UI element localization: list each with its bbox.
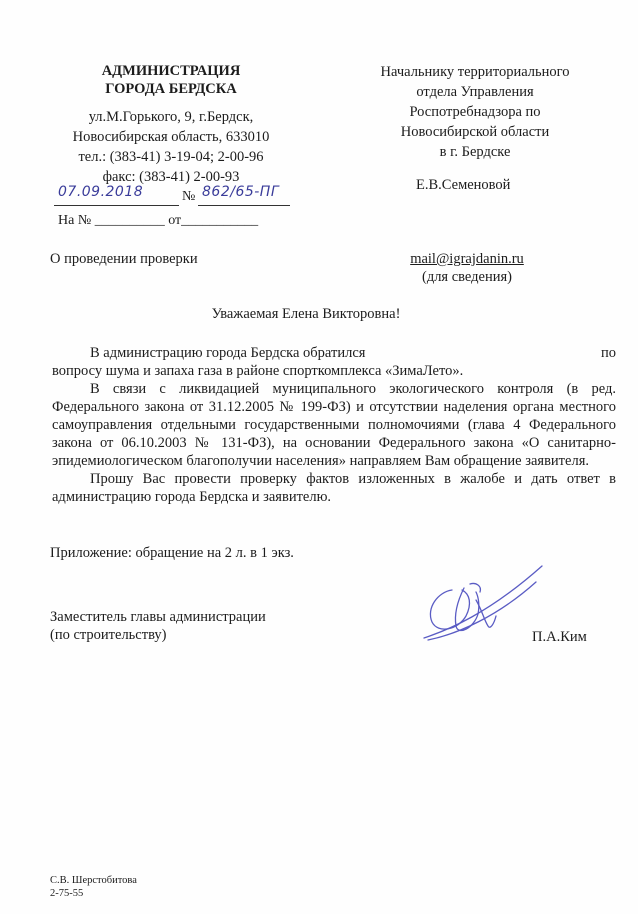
recipient-line4: Новосибирской области: [400, 124, 550, 140]
signatory-position: [50, 608, 266, 644]
body-p2: В связи с ликвидацией муниципального экологического контроля (в ред. Федерального закона от 31.12.2005 № 199-ФЗ) и отсутствии наделения органа местного самоуправления отдельными государственными полномочиями (глава 4 Федерального закона от 06.10.2003 № 131-ФЗ), на основании Федерального закона «О санитарно-эпидемиологическом благополучии населения» направляем Вам обращение заявителя.: [52, 381, 616, 469]
body-p1-part1: В администрацию города Бердска обратился: [90, 345, 366, 361]
email-note: (для сведения): [421, 269, 512, 285]
reply-ref-line: [58, 213, 258, 229]
recipient-line1: Начальнику территориального: [380, 64, 570, 80]
position-line2: (по строительству): [50, 627, 167, 643]
body-p1-line1: [52, 344, 616, 362]
body-p3: Прошу Вас провести проверку фактов изложенных в жалобе и дать ответ в администрацию города Бердска и заявителю.: [52, 471, 616, 505]
recipient-block: [355, 62, 595, 162]
address-line1: ул.М.Горького, 9, г.Бердск,: [88, 109, 254, 125]
signatory-name: П.А.Ким: [532, 629, 587, 645]
position-line1: Заместитель главы администрации: [50, 609, 266, 625]
reply-from-blank: ___________: [181, 213, 259, 228]
recipient-line5: в г. Бердске: [439, 144, 511, 160]
sender-org-line2: ГОРОДА БЕРДСКА: [105, 81, 237, 97]
address-line2: Новосибирская область, 633010: [72, 129, 270, 145]
sender-org: [60, 62, 282, 98]
reply-no-label: На №: [58, 213, 92, 228]
executor-name: С.В. Шерстобитова: [50, 875, 137, 886]
letter-body: [52, 344, 616, 506]
executor-block: [50, 874, 137, 900]
reply-no-blank: __________: [94, 213, 165, 228]
reply-from-label: от: [168, 213, 182, 228]
fax-line: факс: (383-41) 2-00-93: [102, 169, 240, 185]
registration-date: 07.09.2018: [58, 184, 144, 200]
recipient-line3: Роспотребнадзора по: [409, 104, 541, 120]
subject-line: О проведении проверки: [50, 251, 198, 267]
recipient-line2: отдела Управления: [416, 84, 534, 100]
email-block: [392, 250, 542, 286]
attachment-line: Приложение: обращение на 2 л. в 1 экз.: [50, 545, 294, 561]
email-link[interactable]: mail@igrajdanin.ru: [410, 251, 524, 267]
registration-number: 862/65-ПГ: [202, 184, 280, 200]
sender-org-line1: АДМИНИСТРАЦИЯ: [101, 63, 241, 79]
sender-address: [52, 107, 290, 187]
salutation: Уважаемая Елена Викторовна!: [211, 306, 401, 322]
executor-phone: 2-75-55: [50, 888, 84, 899]
handwritten-signature: [418, 560, 548, 650]
body-p1-part2: по: [600, 345, 616, 361]
recipient-name: Е.В.Семеновой: [416, 177, 511, 193]
body-p1-line2: вопросу шума и запаха газа в районе спорткомплекса «ЗимаЛето».: [52, 363, 464, 379]
phone-line: тел.: (383-41) 3-19-04; 2-00-96: [78, 149, 264, 165]
registration-no-label: №: [182, 189, 196, 204]
